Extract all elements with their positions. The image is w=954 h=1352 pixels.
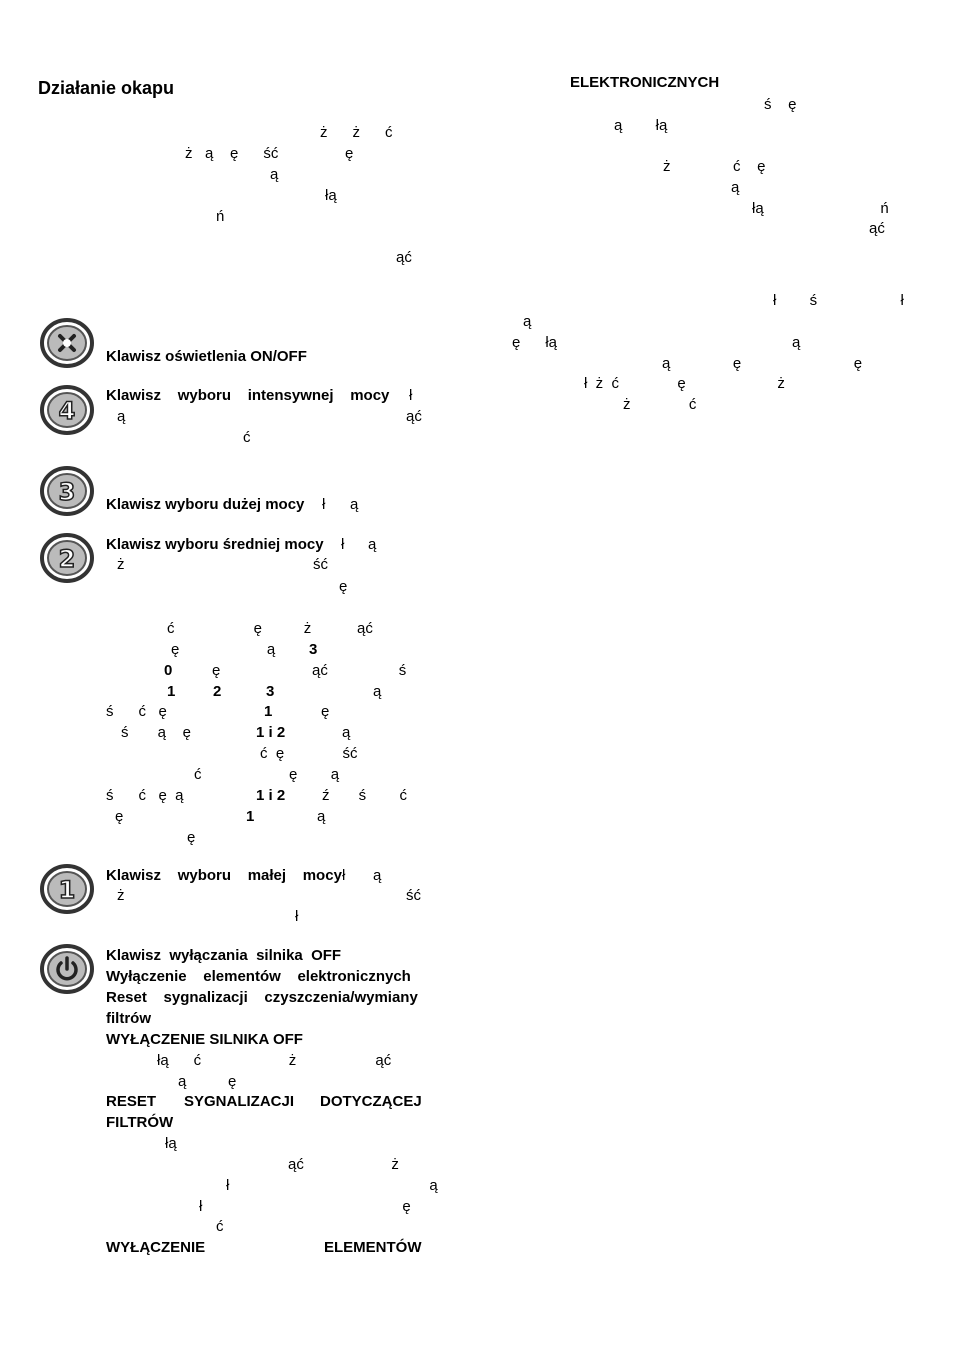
- note-fragment: ć ę ż ąć: [167, 620, 373, 637]
- light-key-icon: [40, 318, 94, 368]
- medium-power-key-icon: [40, 533, 94, 583]
- high-power-key-icon: [40, 466, 94, 516]
- intro-fragment: ż ż ć: [320, 124, 393, 141]
- note-fragment: ę: [115, 808, 124, 825]
- right-fragment: ż ć: [623, 396, 697, 413]
- right-fragment: ąć: [869, 220, 885, 237]
- fragment: ć: [243, 429, 251, 446]
- note-fragment: ę ą: [171, 641, 276, 658]
- fragment: ść: [313, 556, 328, 573]
- note-fragment: ę: [187, 829, 196, 846]
- fragment: ąć: [406, 408, 422, 425]
- fragment: ą: [368, 536, 377, 553]
- note-fragment: ę ąć ś: [212, 662, 407, 679]
- note-fragment: ś ć ę: [106, 703, 167, 720]
- fragment: łą: [165, 1135, 177, 1152]
- off-key-sub2b: filtrów: [106, 1010, 151, 1027]
- fragment: ę: [339, 578, 348, 595]
- right-fragment: ą łą: [614, 117, 668, 134]
- intensive-power-label: Klawisz wyboru intensywnej mocy: [106, 387, 390, 404]
- elements-off-heading: ELEMENTÓW: [324, 1239, 422, 1256]
- right-fragment: ą ę ę: [662, 355, 863, 372]
- off-key-sub2: Reset sygnalizacji czyszczenia/wymiany: [106, 989, 418, 1006]
- svg-text:3: 3: [58, 478, 76, 506]
- right-fragment: ł ż ć ę ż: [584, 375, 785, 392]
- right-fragment: ł ś ł: [773, 292, 904, 309]
- off-key-label: Klawisz wyłączania silnika OFF: [106, 947, 342, 964]
- low-power-key-icon: [40, 864, 94, 914]
- intro-fragment: ń: [216, 208, 225, 225]
- fragment: ł: [341, 536, 345, 553]
- note-fragment: ć ę ść: [260, 745, 358, 762]
- medium-power-label: Klawisz wyboru średniej mocy: [106, 536, 324, 553]
- fragment: ść: [406, 887, 421, 904]
- fragment: ł: [322, 496, 326, 513]
- reset-heading-word: RESET: [106, 1093, 157, 1110]
- fragment: ł: [409, 387, 413, 404]
- right-fragment: ą: [523, 313, 532, 330]
- fragment: ł ę: [199, 1198, 411, 1215]
- high-power-label: Klawisz wyboru dużej mocy: [106, 496, 305, 513]
- intro-fragment: łą: [325, 187, 337, 204]
- svg-text:1: 1: [58, 876, 76, 904]
- right-fragment: ż ć ę: [663, 158, 766, 175]
- note-number: 1 i 2: [256, 787, 286, 804]
- note-fragment: ć ę ą: [194, 766, 340, 783]
- svg-text:2: 2: [58, 545, 76, 573]
- fragment: ć: [216, 1218, 224, 1235]
- svg-text:4: 4: [58, 397, 76, 425]
- fragment: ą: [373, 867, 382, 884]
- intro-fragment: ż ą ę ść ę: [185, 145, 354, 162]
- note-number: 3: [266, 683, 275, 700]
- note-number: 1: [264, 703, 273, 720]
- fragment: łą ć ż ąć: [157, 1052, 392, 1069]
- fragment: ł: [295, 908, 299, 925]
- section-title: Działanie okapu: [38, 78, 175, 98]
- right-fragment: ą: [792, 334, 801, 351]
- elements-off-heading: WYŁĄCZENIE: [106, 1239, 206, 1256]
- off-key-sub1: Wyłączenie elementów elektronicznych: [106, 968, 411, 985]
- right-fragment: ś ę: [764, 96, 797, 113]
- note-fragment: ą: [342, 724, 351, 741]
- right-fragment: łą ń: [752, 200, 889, 217]
- fragment: ż: [117, 887, 125, 904]
- fragment: ż: [117, 556, 125, 573]
- note-fragment: ś ć ę ą: [106, 787, 184, 804]
- note-number: 2: [213, 683, 222, 700]
- note-number: 1: [167, 683, 176, 700]
- power-off-key-icon: [40, 944, 94, 994]
- reset-heading-word: DOTYCZĄCEJ: [320, 1093, 422, 1110]
- motor-off-heading: WYŁĄCZENIE SILNIKA OFF: [106, 1031, 303, 1048]
- note-fragment: ź ś ć: [322, 787, 408, 804]
- low-power-label: Klawisz wyboru małej mocy: [106, 867, 342, 884]
- note-fragment: ę: [321, 703, 330, 720]
- intro-fragment: ą: [270, 166, 279, 183]
- note-number: 3: [309, 641, 318, 658]
- note-number: 0: [164, 662, 173, 679]
- fragment: ą: [350, 496, 359, 513]
- right-heading: ELEKTRONICZNYCH: [570, 74, 720, 91]
- right-fragment: ą: [731, 179, 740, 196]
- fragment: ą ę: [178, 1073, 237, 1090]
- right-fragment: ę łą: [512, 334, 558, 351]
- note-number: 1: [246, 808, 255, 825]
- fragment: ą: [117, 408, 126, 425]
- fragment: ł ą: [226, 1177, 438, 1194]
- fragment: ł: [342, 867, 346, 884]
- fragment: ąć ż: [288, 1156, 399, 1173]
- note-fragment: ś ą ę: [121, 724, 192, 741]
- reset-heading-word: SYGNALIZACJI: [184, 1093, 295, 1110]
- note-number: 1 i 2: [256, 724, 286, 741]
- intensive-power-key-icon: [40, 385, 94, 435]
- light-key-label: Klawisz oświetlenia ON/OFF: [106, 348, 307, 365]
- note-fragment: ą: [373, 683, 382, 700]
- note-fragment: ą: [317, 808, 326, 825]
- intro-fragment: ąć: [396, 249, 412, 266]
- reset-heading-word: FILTRÓW: [106, 1114, 174, 1131]
